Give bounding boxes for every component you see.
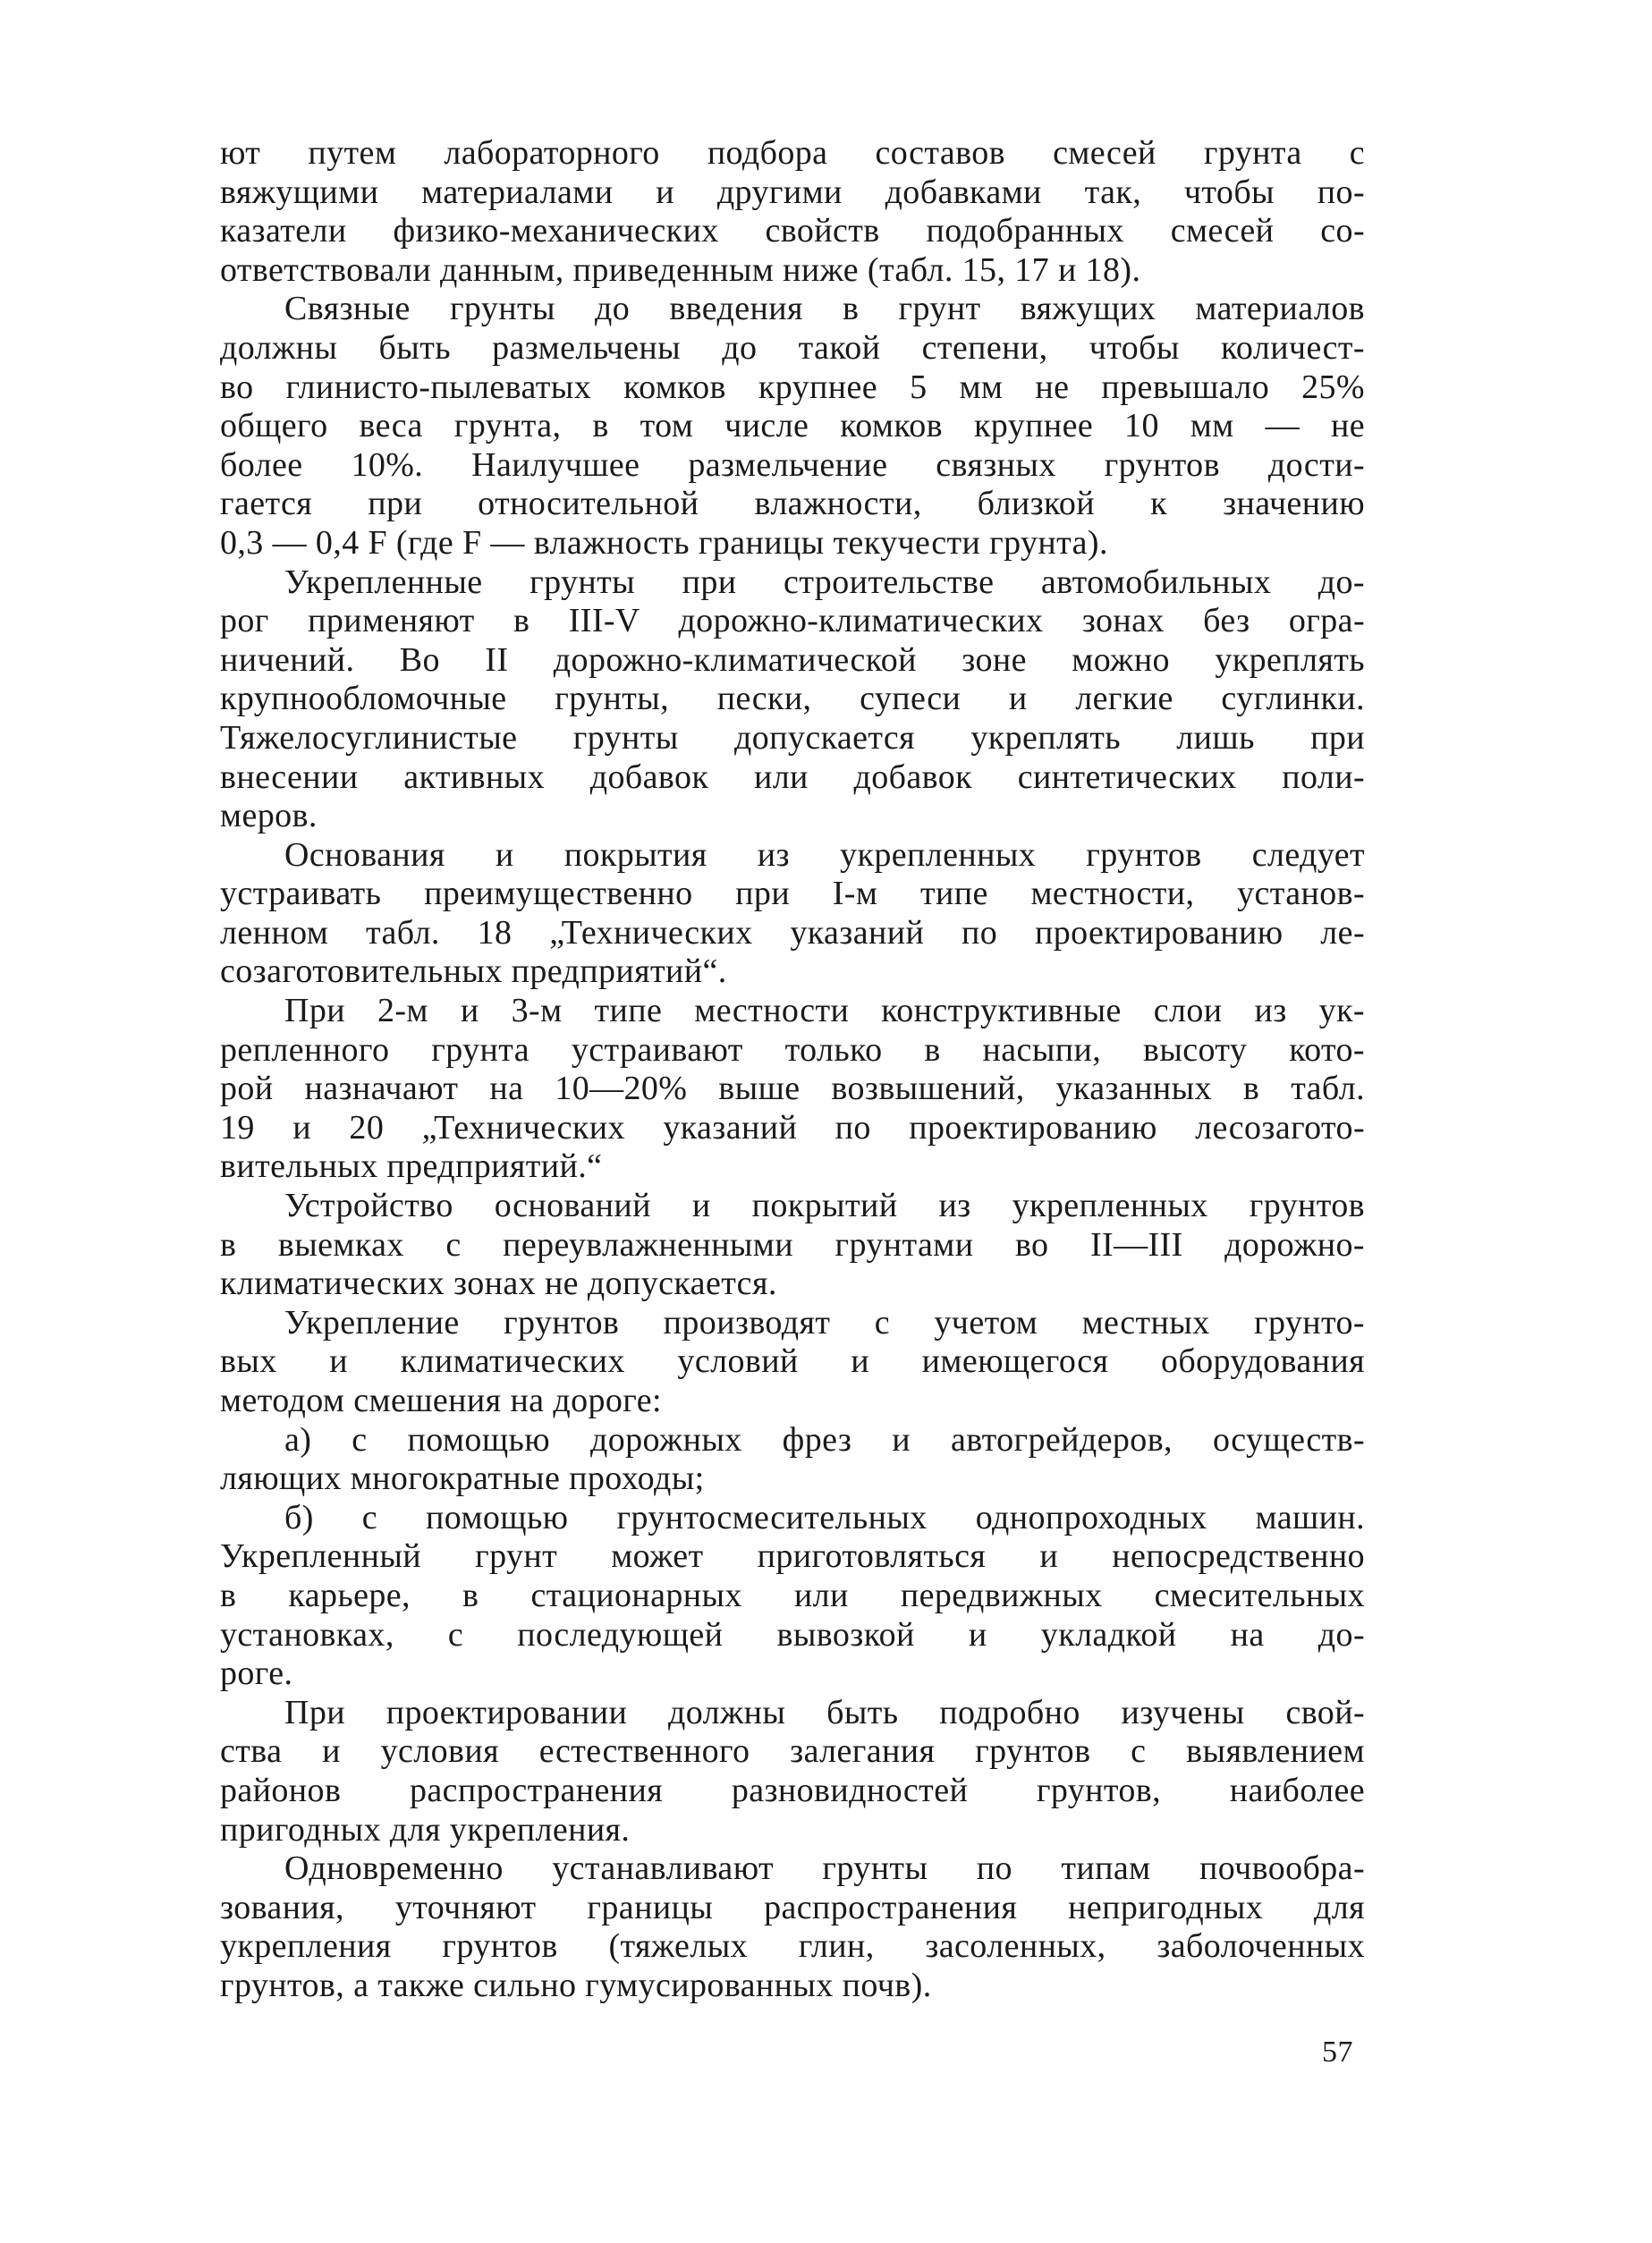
text-line: Укрепление грунтов производят с учетом местных грунто- <box>284 1303 1365 1342</box>
text-line: в карьере, в стационарных или передвижных смесительных <box>220 1576 1365 1614</box>
text-line: рог применяют в III-V дорожно-климатических зонах без огра- <box>220 602 1365 640</box>
text-line: Тяжелосуглинистые грунты допускается укреплять лишь при <box>220 718 1365 757</box>
text-line: вительных предприятий.“ <box>220 1147 603 1186</box>
text-line: 0,3 — 0,4 F (где F — влажность границы текучести грунта). <box>220 523 1108 562</box>
text-line: климатических зонах не допускается. <box>220 1265 777 1303</box>
text-line: репленного грунта устраивают только в насыпи, высоту кото- <box>220 1030 1365 1069</box>
text-line: вых и климатических условий и имеющегося оборудования <box>220 1342 1365 1381</box>
text-line: Одновременно устанавливают грунты по типам почвообра- <box>284 1849 1365 1888</box>
text-line: районов распространения разновидностей грунтов, наиболее <box>220 1771 1365 1809</box>
text-line: б) с помощью грунтосмесительных однопроходных машин. <box>284 1498 1365 1536</box>
text-line: Связные грунты до введения в грунт вяжущих материалов <box>284 290 1365 328</box>
text-line: гается при относительной влажности, близкой к значению <box>220 485 1365 523</box>
text-line: внесении активных добавок или добавок синтетических поли- <box>220 758 1365 796</box>
text-line: Укрепленный грунт может приготовляться и непосредственно <box>220 1537 1365 1576</box>
text-line: установках, с последующей вывозкой и укладкой на до- <box>220 1615 1365 1654</box>
text-line: меров. <box>220 797 318 835</box>
text-line: казатели физико-механических свойств подобранных смесей со- <box>220 212 1365 250</box>
text-line: а) с помощью дорожных фрез и автогрейдеров, осуществ- <box>284 1420 1365 1459</box>
text-line: рой назначают на 10—20% выше возвышений, указанных в табл. <box>220 1070 1365 1108</box>
text-line: созаготовительных предприятий“. <box>220 952 727 991</box>
text-line: грунтов, а также сильно гумусированных почв). <box>220 1966 932 2004</box>
text-line: крупнообломочные грунты, пески, супеси и легкие суглинки. <box>220 680 1365 718</box>
text-line: ленном табл. 18 „Технических указаний по проектированию ле- <box>220 913 1365 952</box>
text-line: ответствовали данным, приведенным ниже (табл. 15, 17 и 18). <box>220 250 1141 289</box>
text-line: ют путем лабораторного подбора составов смесей грунта с <box>220 134 1365 172</box>
text-line: ничений. Во II дорожно-климатической зоне можно укреплять <box>220 640 1365 679</box>
text-line: Основания и покрытия из укрепленных грунтов следует <box>284 835 1365 874</box>
text-line: укрепления грунтов (тяжелых глин, засоленных, заболоченных <box>220 1927 1365 1966</box>
text-line: в выемках с переувлажненными грунтами во II—III дорожно- <box>220 1225 1365 1264</box>
text-line: ляющих многократные проходы; <box>220 1460 705 1498</box>
text-line: должны быть размельчены до такой степени, чтобы количест- <box>220 328 1365 367</box>
text-line: При 2-м и 3-м типе местности конструктивные слои из ук- <box>284 992 1365 1030</box>
text-line: зования, уточняют границы распространения непригодных для <box>220 1888 1365 1926</box>
text-line: во глинисто-пылеватых комков крупнее 5 мм не превышало 25% <box>220 368 1365 406</box>
text-line: более 10%. Наилучшее размельчение связных грунтов дости- <box>220 445 1365 484</box>
text-line: При проектировании должны быть подробно изучены свой- <box>284 1693 1365 1731</box>
text-line: вяжущими материалами и другими добавками так, чтобы по- <box>220 173 1365 211</box>
body-text <box>220 134 1365 2006</box>
text-line: устраивать преимущественно при I-м типе местности, установ- <box>220 875 1365 913</box>
text-line: ства и условия естественного залегания грунтов с выявлением <box>220 1732 1365 1771</box>
text-line: Укрепленные грунты при строительстве автомобильных до- <box>284 563 1365 601</box>
text-line: методом смешения на дороге: <box>220 1382 662 1419</box>
page-number: 57 <box>1322 2036 1353 2069</box>
text-line: 19 и 20 „Технических указаний по проектированию лесозагото- <box>220 1108 1365 1147</box>
text-line: роге. <box>220 1655 293 1693</box>
text-line: Устройство оснований и покрытий из укрепленных грунтов <box>284 1187 1365 1225</box>
text-line: общего веса грунта, в том числе комков крупнее 10 мм — не <box>220 407 1365 445</box>
text-line: пригодных для укрепления. <box>220 1810 631 1849</box>
